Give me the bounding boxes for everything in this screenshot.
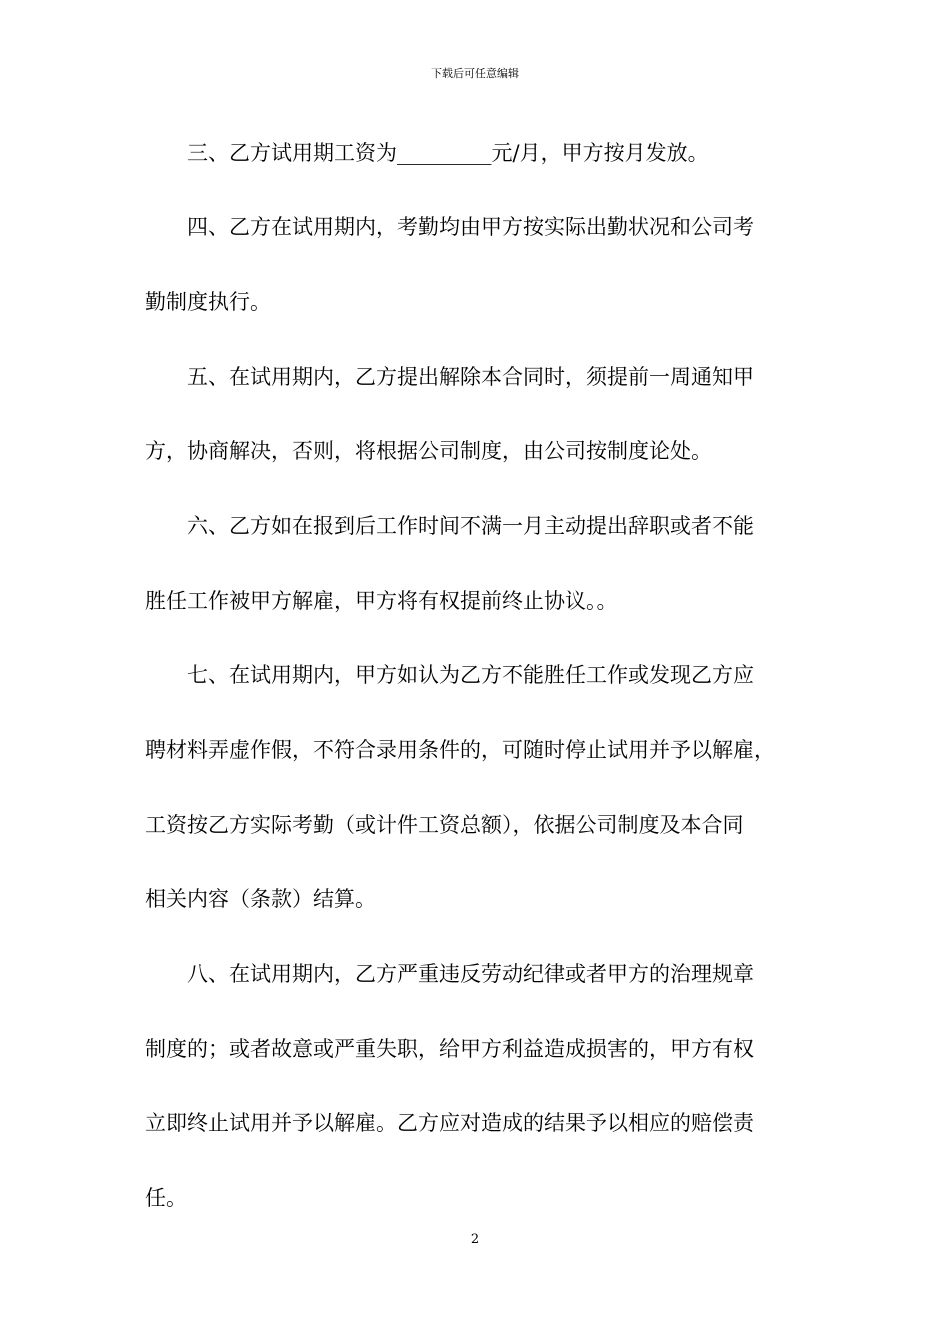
text-line: 立即终止试用并予以解雇。乙方应对造成的结果予以相应的赔偿责 [145, 1111, 754, 1135]
text-line: 制度的；或者故意或严重失职，给甲方利益造成损害的，甲方有权 [145, 1037, 754, 1061]
text-line: 任。 [145, 1186, 187, 1210]
text-line: 三、乙方试用期工资为_________元/月，甲方按月发放。 [145, 141, 709, 165]
text-line: 八、在试用期内，乙方严重违反劳动纪律或者甲方的治理规章 [145, 962, 754, 986]
text-line: 聘材料弄虚作假，不符合录用条件的，可随时停止试用并予以解雇， [145, 738, 775, 762]
text-line: 勤制度执行。 [145, 290, 271, 314]
text-line: 七、在试用期内，甲方如认为乙方不能胜任工作或发现乙方应 [145, 663, 754, 687]
page-header: 下载后可任意编辑 [431, 67, 519, 80]
text-line: 胜任工作被甲方解雇，甲方将有权提前终止协议。。 [145, 589, 618, 613]
text-line: 方，协商解决，否则，将根据公司制度，由公司按制度论处。 [145, 439, 712, 463]
text-line: 六、乙方如在报到后工作时间不满一月主动提出辞职或者不能 [145, 514, 754, 538]
page-number: 2 [470, 1232, 480, 1247]
text-line: 工资按乙方实际考勤（或计件工资总额），依据公司制度及本合同 [145, 813, 744, 837]
text-line: 四、乙方在试用期内，考勤均由甲方按实际出勤状况和公司考 [145, 215, 754, 239]
text-line: 五、在试用期内，乙方提出解除本合同时，须提前一周通知甲 [145, 365, 754, 389]
text-line: 相关内容（条款）结算。 [145, 887, 376, 911]
